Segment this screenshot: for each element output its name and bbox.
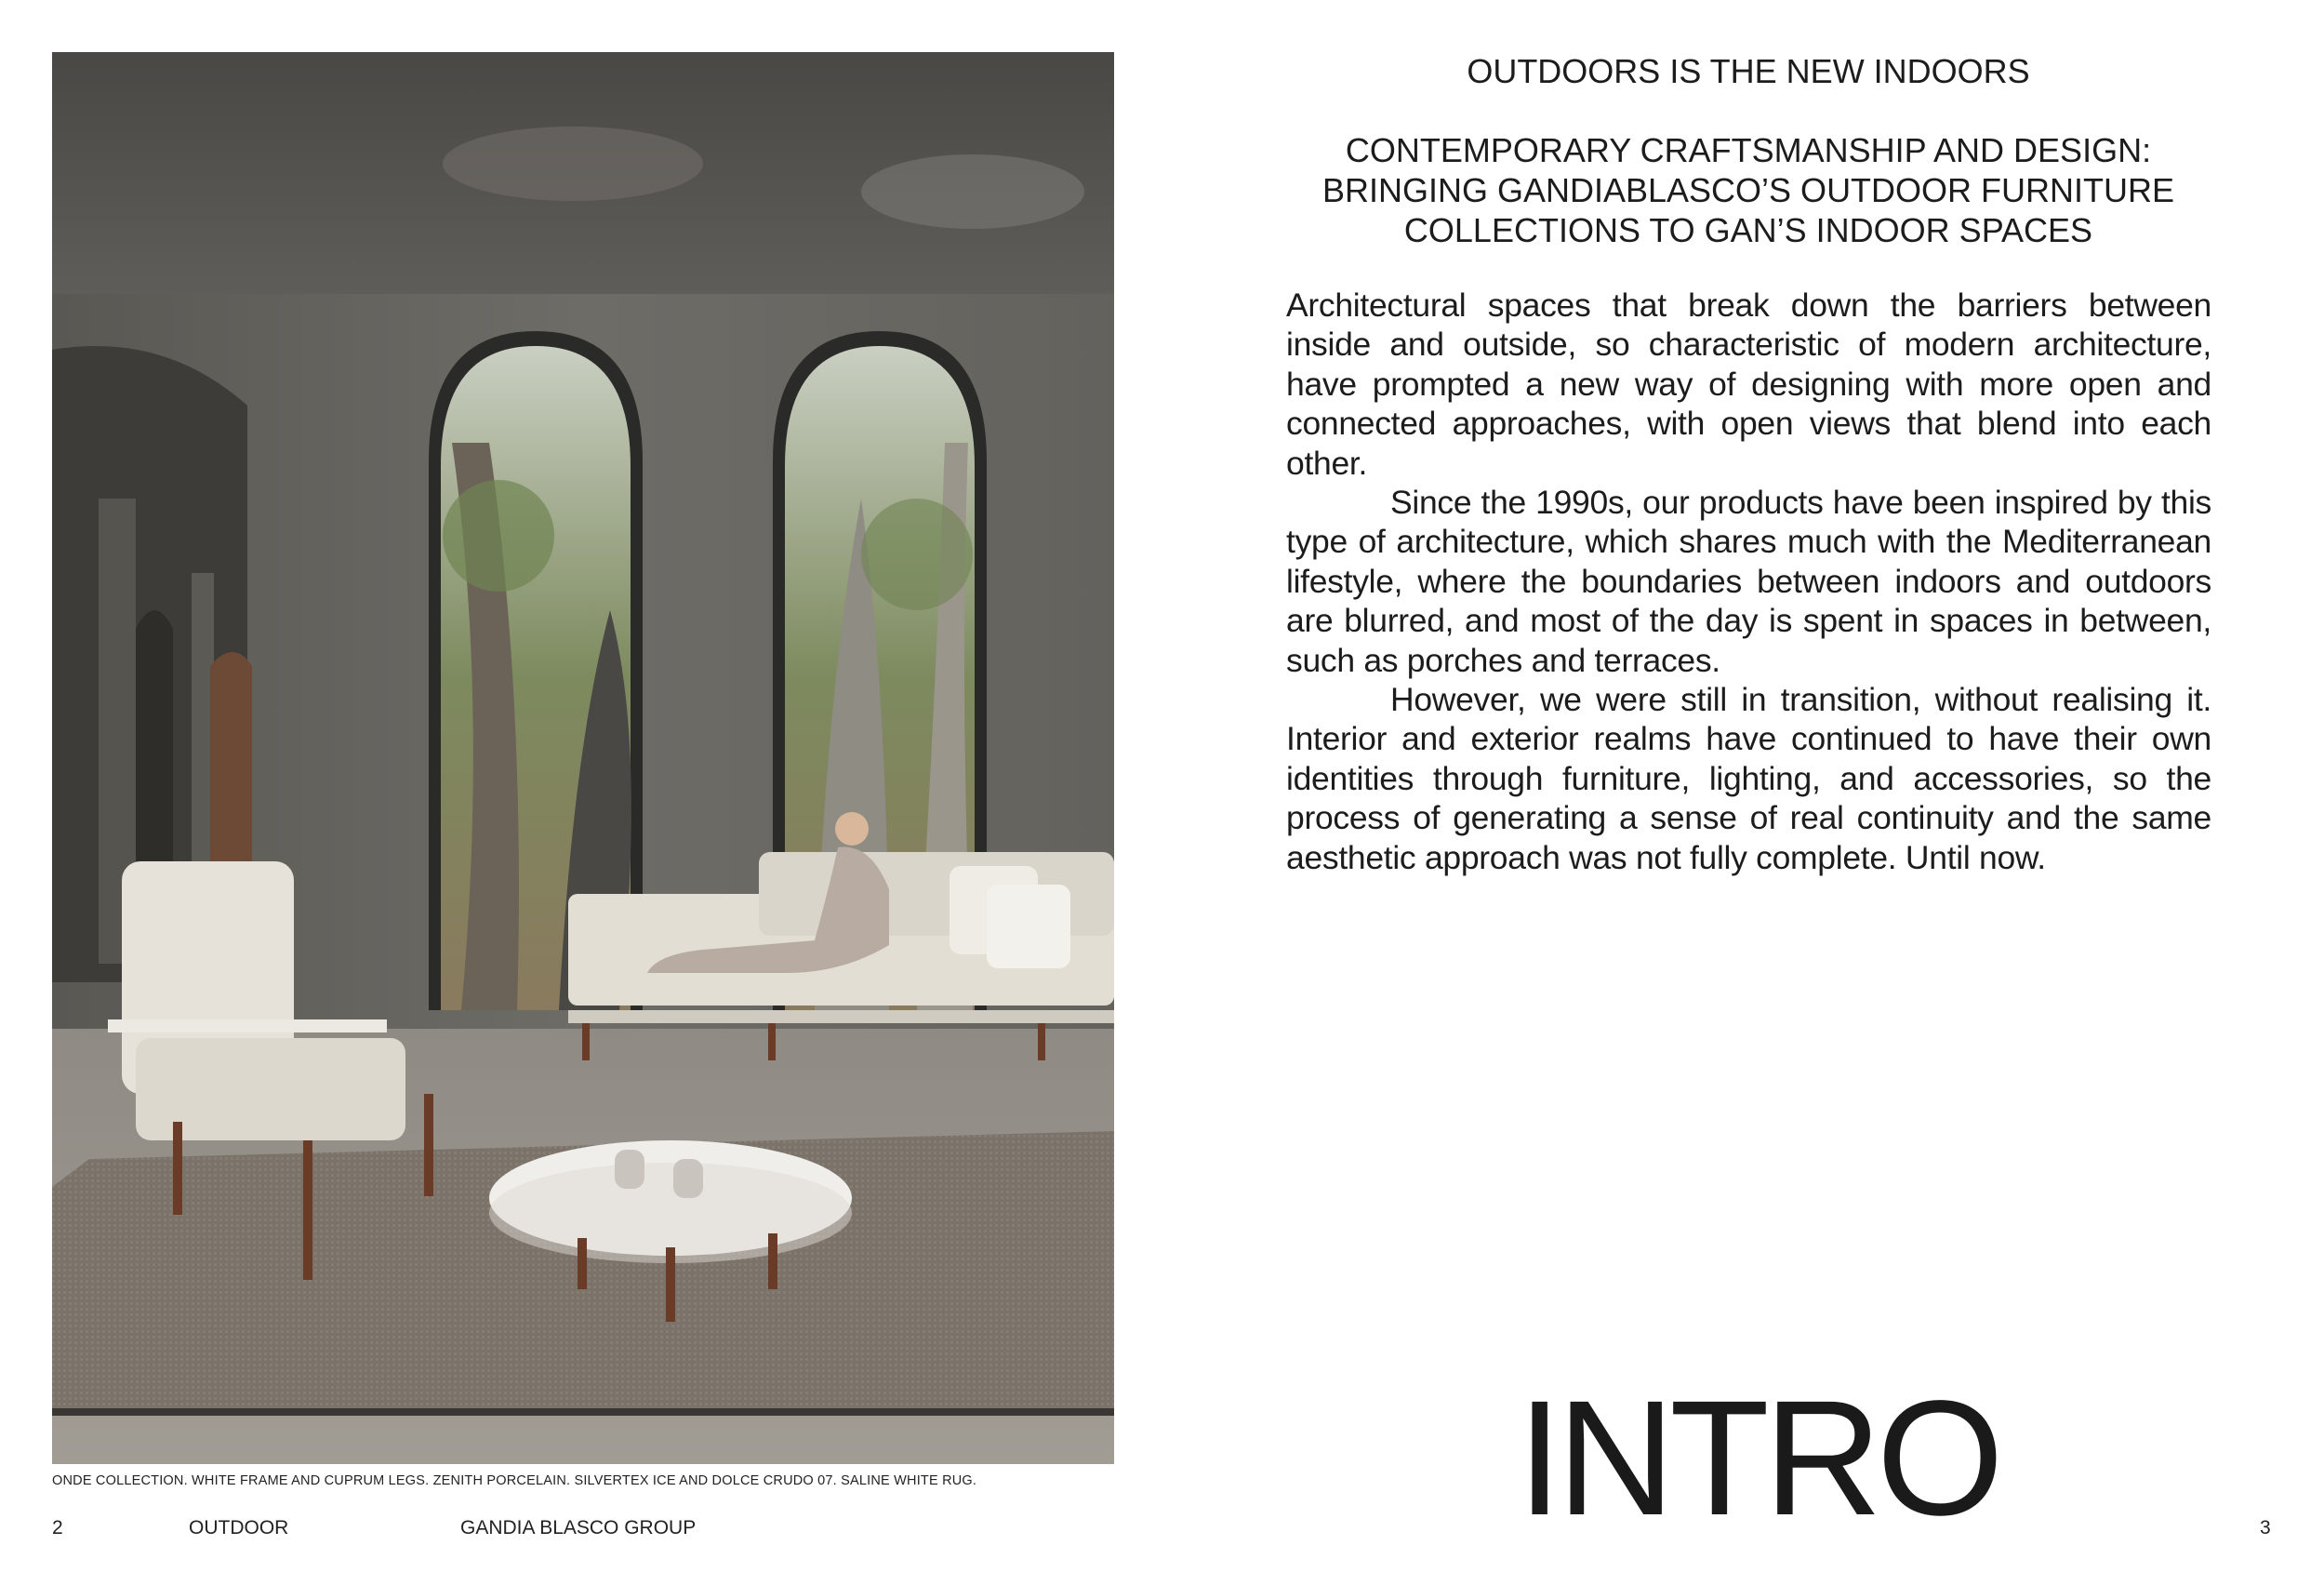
paragraph: Architectural spaces that break down the barriers between inside and outside, so characteristic of modern architecture, have prompted a new way of designing with more open and connected approaches, with open views that blend into each other. <box>1286 286 2211 482</box>
page-heading: OUTDOORS IS THE NEW INDOORS <box>1467 52 2030 90</box>
section-title: INTRO <box>1517 1367 1999 1550</box>
paragraph: However, we were still in transition, without realising it. Interior and exterior realms have continued to have their own identities through furniture, lighting, and accessories, so the process of generating a sense of real continuity and the same aesthetic approach was not fully complete. Until now. <box>1286 681 2211 876</box>
interior-photo-icon <box>52 52 1114 1464</box>
subheading-line: COLLECTIONS TO GAN’S INDOOR SPACES <box>1403 211 2093 249</box>
subheading-line: BRINGING GANDIABLASCO’S OUTDOOR FURNITURE <box>1321 171 2175 209</box>
subheading <box>1209 130 2288 250</box>
subheading-line: CONTEMPORARY CRAFTSMANSHIP AND DESIGN: <box>1345 131 2152 169</box>
interior-photo <box>52 52 1114 1464</box>
section-label: OUTDOOR <box>189 1517 289 1538</box>
publisher-label: GANDIA BLASCO GROUP <box>460 1517 697 1538</box>
body-text <box>1286 286 2211 877</box>
page-number-left: 2 <box>52 1517 63 1538</box>
paragraph: Since the 1990s, our products have been inspired by this type of architecture, which shares much with the Mediterranean lifestyle, where the boundaries between indoors and outdoors are blurred, and most of the day is spent in spaces in between, such as porches and terraces. <box>1286 484 2211 679</box>
page-number-right: 3 <box>2260 1517 2271 1538</box>
photo-caption: ONDE COLLECTION. WHITE FRAME AND CUPRUM LEGS. ZENITH PORCELAIN. SILVERTEX ICE AND DOLCE CRUDO 07. SALINE WHITE RUG. <box>52 1473 977 1488</box>
